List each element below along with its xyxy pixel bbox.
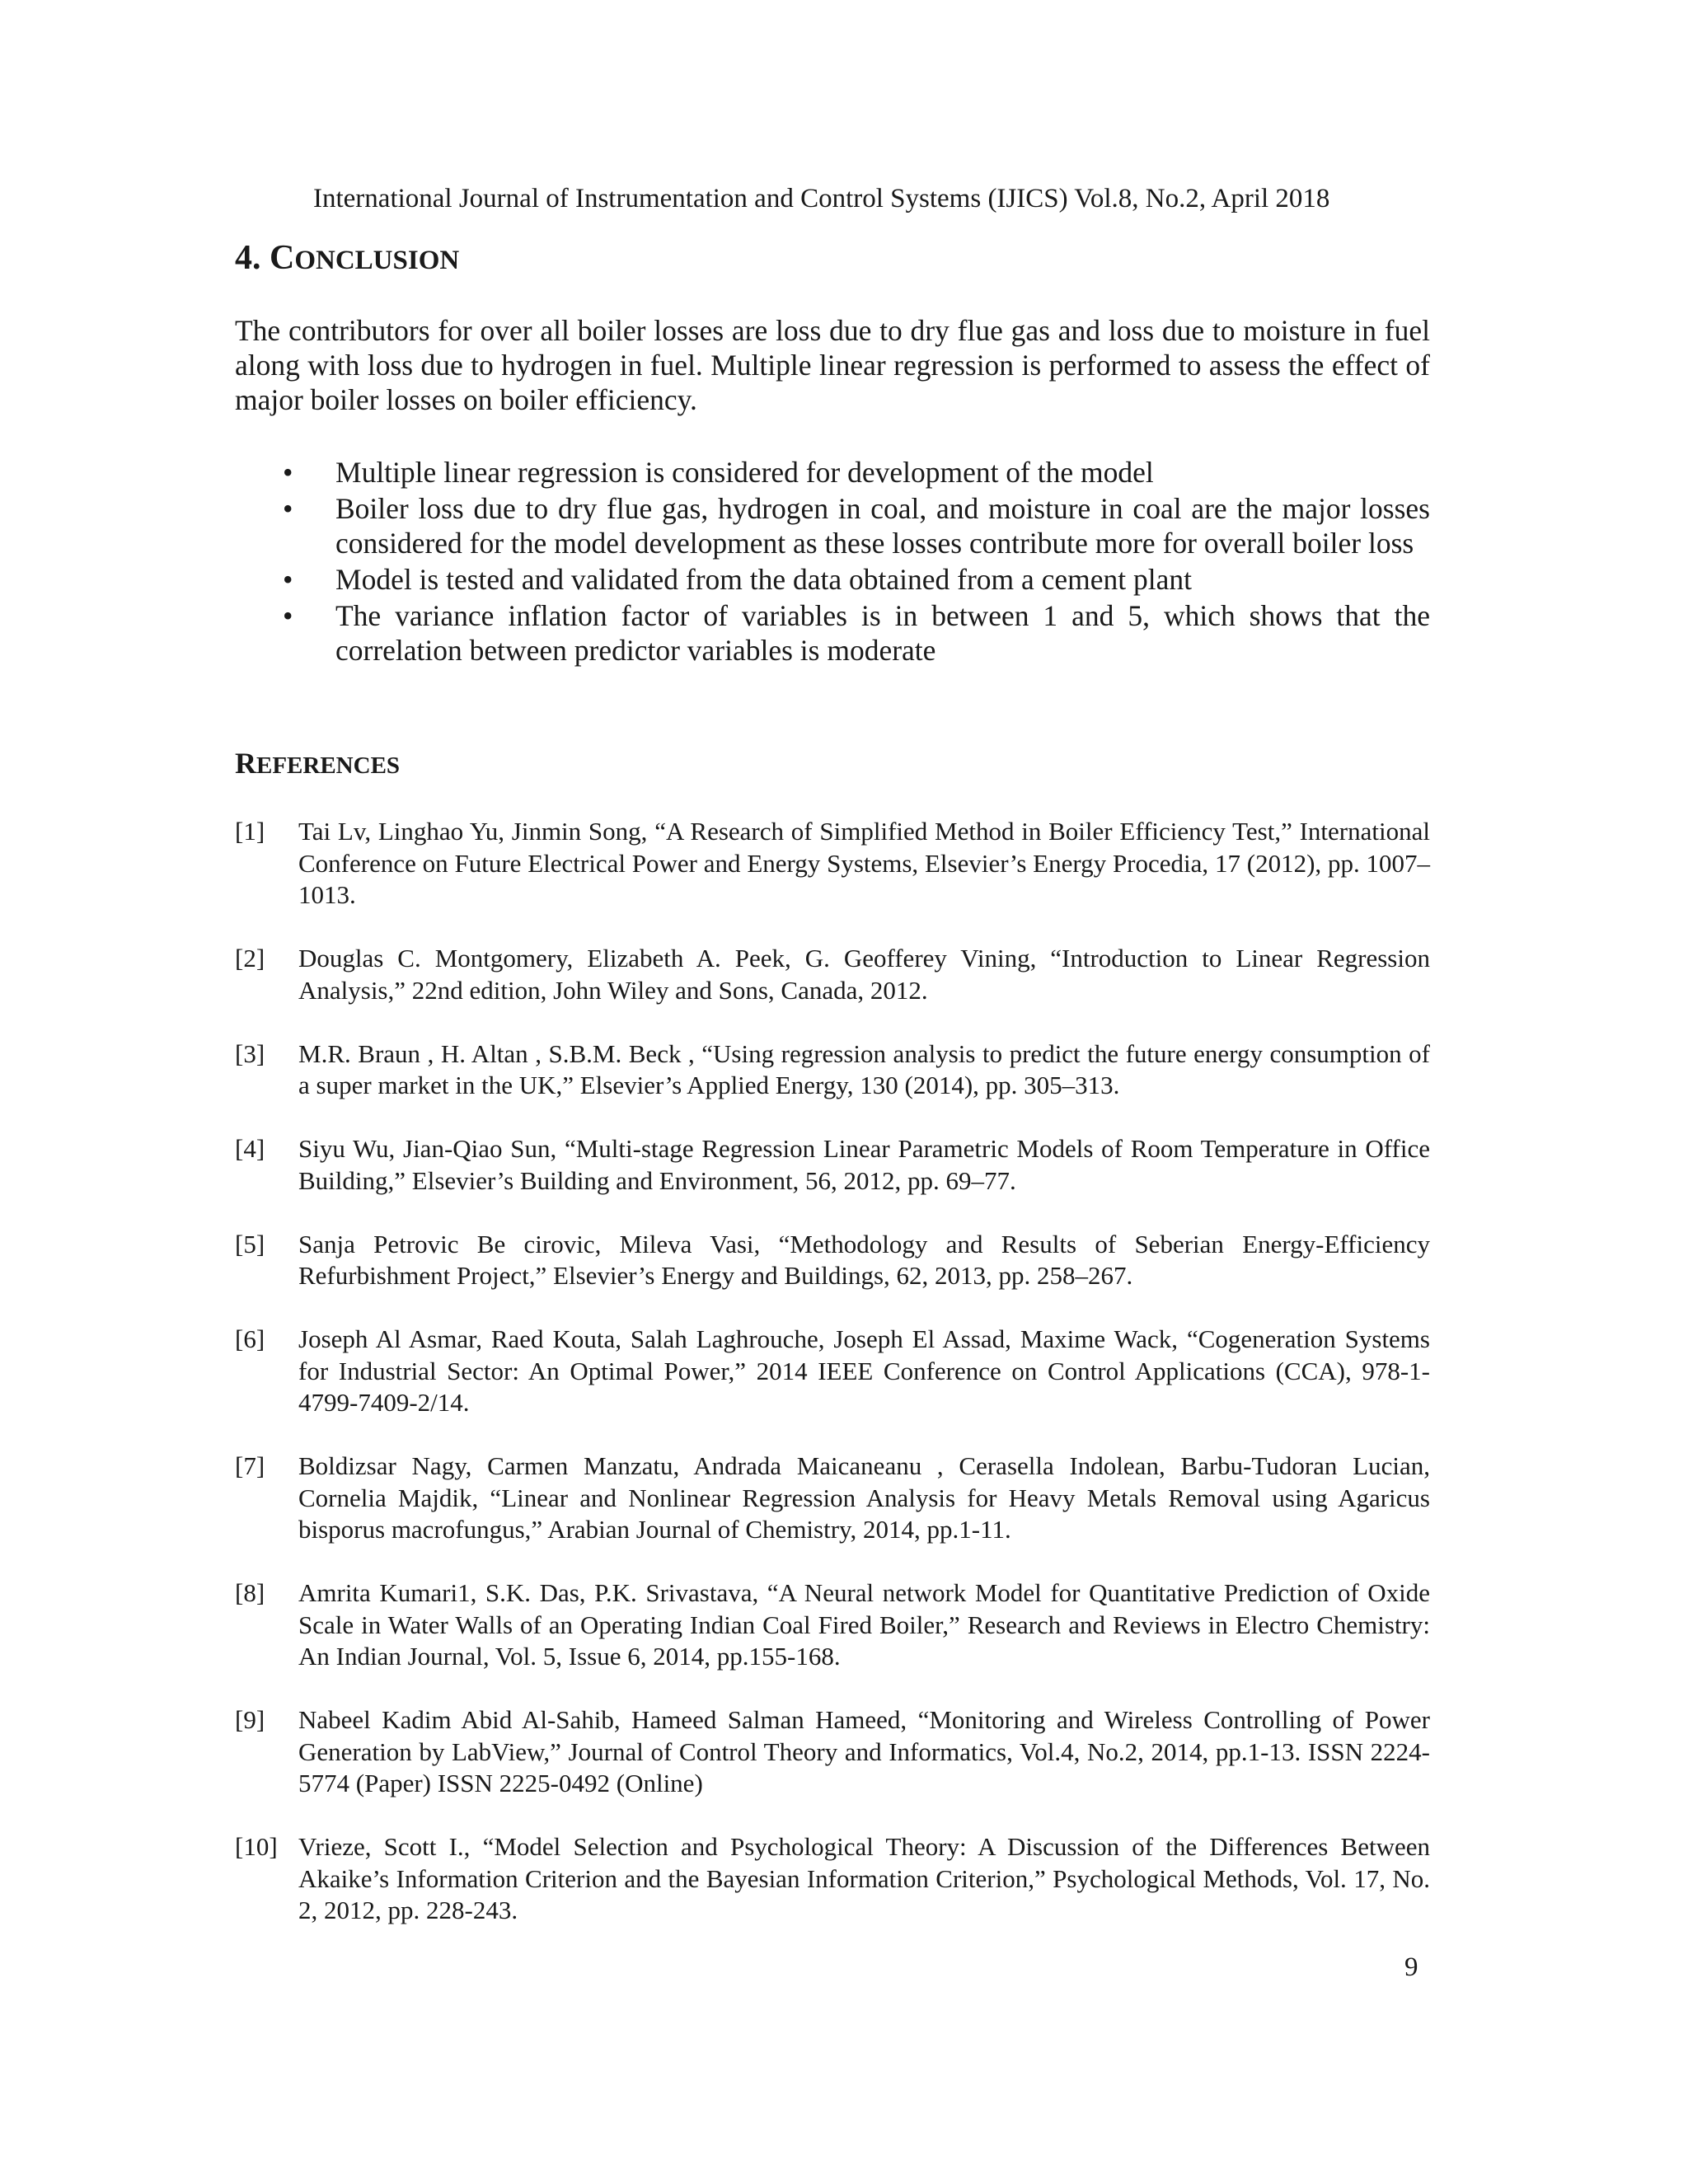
references-heading [235,746,400,781]
bullet-text: Boiler loss due to dry flue gas, hydrogen in coal, and moisture in coal are the major losses considered for the model development as these losses contribute more for overall boiler loss [335,492,1430,560]
references-title-rest: EFERENCES [256,752,401,779]
reference-text: Joseph Al Asmar, Raed Kouta, Salah Laghrouche, Joseph El Assad, Maxime Wack, “Cogeneration Systems for Industrial Sector: An Optimal Power,” 2014 IEEE Conference on Control Applications (CCA), 978-1-4799-7409-2/14. [298,1324,1430,1417]
running-header: International Journal of Instrumentation and Control Systems (IJICS) Vol.8, No.2, April 2018 [313,184,1330,213]
section-number: 4. [235,239,261,277]
reference-text: Nabeel Kadim Abid Al-Sahib, Hameed Salman Hameed, “Monitoring and Wireless Controlling of Power Generation by LabView,” Journal of Control Theory and Informatics, Vol.4, No.2, 2014, pp.1-13. ISSN 2224-5774 (Paper) ISSN 2225-0492 (Online) [298,1705,1430,1797]
reference-number: [4] [235,1134,265,1163]
reference-item [235,816,1430,912]
bullet-item [235,598,1430,668]
bullet-item [235,491,1430,560]
reference-text: M.R. Braun , H. Altan , S.B.M. Beck , “Using regression analysis to predict the future energy consumption of a super market in the UK,” Elsevier’s Applied Energy, 130 (2014), pp. 305–313. [298,1038,1430,1099]
bullet-dot-icon: • [283,563,293,596]
reference-number: [6] [235,1324,265,1353]
reference-list [235,816,1430,1958]
reference-number: [9] [235,1705,265,1734]
bullet-text: Multiple linear regression is considered for development of the model [335,456,1154,489]
reference-text: Sanja Petrovic Be cirovic, Mileva Vasi, “Methodology and Results of Seberian Energy-Efficiency Refurbishment Project,” Elsevier’s Energy and Buildings, 62, 2013, pp. 258–267. [298,1229,1430,1290]
reference-text: Boldizsar Nagy, Carmen Manzatu, Andrada Maicaneanu , Cerasella Indolean, Barbu-Tudoran Lucian, Cornelia Majdik, “Linear and Nonlinear Regression Analysis for Heavy Metals Removal using Agaricus bisporus macrofungus,” Arabian Journal of Chemistry, 2014, pp.1-11. [298,1451,1430,1544]
reference-item [235,1324,1430,1419]
reference-number: [5] [235,1229,265,1258]
reference-text: Amrita Kumari1, S.K. Das, P.K. Srivastava, “A Neural network Model for Quantitative Prediction of Oxide Scale in Water Walls of an Operating Indian Coal Fired Boiler,” Research and Reviews in Electro Chemistry: An Indian Journal, Vol. 5, Issue 6, 2014, pp.155-168. [298,1578,1430,1671]
reference-text: Siyu Wu, Jian-Qiao Sun, “Multi-stage Regression Linear Parametric Models of Room Temperature in Office Building,” Elsevier’s Building and Environment, 56, 2012, pp. 69–77. [298,1134,1430,1195]
reference-text: Douglas C. Montgomery, Elizabeth A. Peek, G. Geofferey Vining, “Introduction to Linear Regression Analysis,” 22nd edition, John Wiley and Sons, Canada, 2012. [298,944,1430,1005]
bullet-text: The variance inflation factor of variables is in between 1 and 5, which shows that the correlation between predictor variables is moderate [335,599,1430,667]
reference-item [235,1038,1430,1102]
reference-number: [7] [235,1451,265,1480]
reference-text: Vrieze, Scott I., “Model Selection and Psychological Theory: A Discussion of the Differences Between Akaike’s Information Criterion and the Bayesian Information Criterion,” Psychological Methods, Vol. 17, No. 2, 2012, pp. 228-243. [298,1832,1430,1924]
reference-item [235,943,1430,1006]
conclusion-bullet-list [235,455,1430,669]
bullet-dot-icon: • [283,599,293,632]
reference-item [235,1133,1430,1197]
reference-item [235,1451,1430,1546]
bullet-dot-icon: • [283,456,293,489]
reference-number: [2] [235,944,265,972]
bullet-dot-icon: • [283,492,293,525]
section-title-initial: C [270,239,295,277]
section-title-rest: ONCLUSION [294,246,460,275]
bullet-item [235,562,1430,597]
reference-item [235,1704,1430,1800]
bullet-item [235,455,1430,490]
reference-item [235,1577,1430,1673]
reference-number: [3] [235,1038,265,1068]
reference-number: [10] [235,1832,278,1861]
reference-item [235,1229,1430,1292]
references-title-initial: R [235,747,256,780]
reference-text: Tai Lv, Linghao Yu, Jinmin Song, “A Research of Simplified Method in Boiler Efficiency Test,” International Conference on Future Electrical Power and Energy Systems, Elsevier’s Energy Procedia, 17 (2012), pp. 1007–1013. [298,817,1430,909]
reference-number: [1] [235,817,265,846]
bullet-text: Model is tested and validated from the data obtained from a cement plant [335,563,1193,596]
page-number: 9 [1404,1952,1418,1982]
reference-number: [8] [235,1578,265,1607]
conclusion-heading [235,237,459,279]
reference-item [235,1831,1430,1927]
conclusion-paragraph: The contributors for over all boiler losses are loss due to dry flue gas and loss due to moisture in fuel along with loss due to hydrogen in fuel. Multiple linear regression is performed to assess the effect of major boiler losses on boiler efficiency. [235,314,1430,416]
